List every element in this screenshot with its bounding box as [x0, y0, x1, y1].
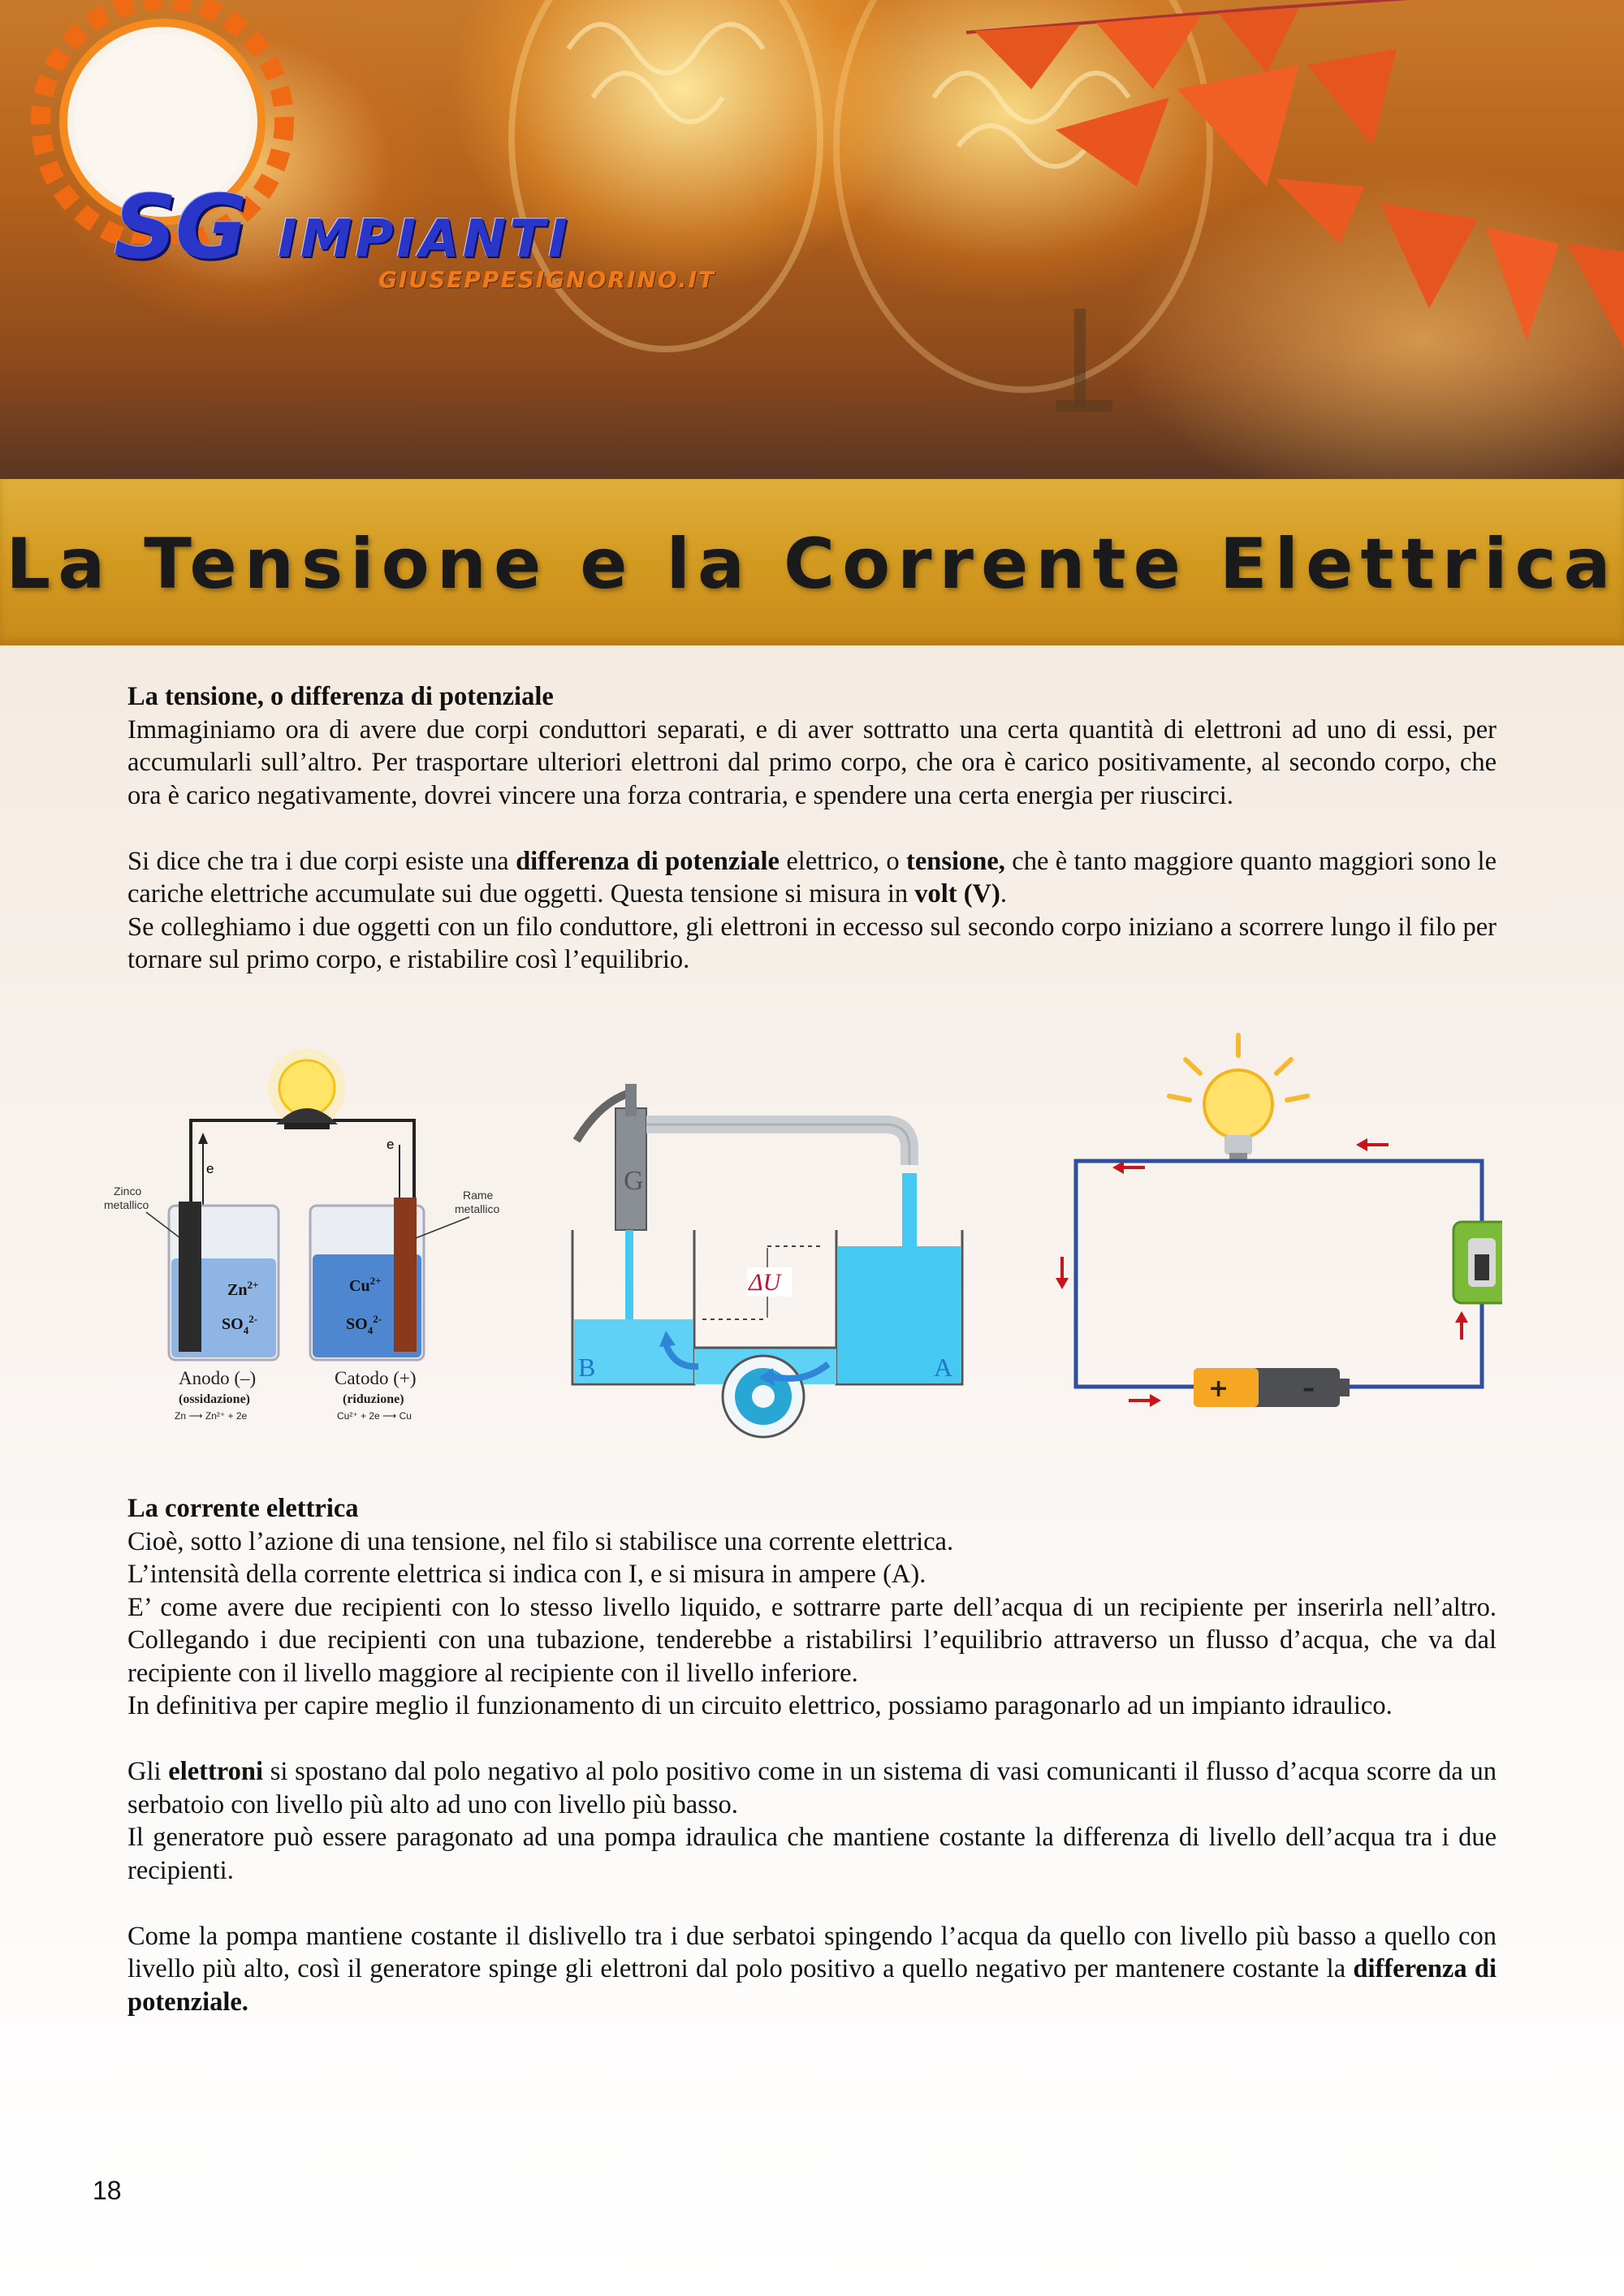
svg-text:e: e — [206, 1161, 214, 1176]
section-title-tensione: La tensione, o differenza di potenziale — [127, 682, 554, 711]
svg-text:+: + — [1208, 1375, 1229, 1403]
paragraph-7: Come la pompa mantiene costante il dislivello tra i due serbatoi spingendo l’acqua da quello con livello più basso a quello con livello più alto, così il generatore spinge gli elettroni dal polo positivo a quello negativo per mantenere costante la differenza di potenziale. — [127, 1921, 1497, 2017]
svg-text:A: A — [934, 1353, 953, 1382]
electric-circuit-diagram — [1047, 1031, 1502, 1417]
svg-text:ΔU: ΔU — [749, 1269, 781, 1296]
line-2: L’intensità della corrente elettrica si indica con I, e si misura in ampere (A). — [127, 1560, 926, 1589]
left-beaker — [169, 1202, 279, 1360]
svg-text:SO42-: $SO_4^{2-}$ — [346, 1313, 382, 1336]
svg-text:e: e — [387, 1137, 395, 1152]
svg-text:SO42-: $SO_4^{2-}$ — [222, 1313, 258, 1336]
section-corrente — [127, 1492, 1497, 2018]
svg-text:B: B — [578, 1353, 596, 1382]
page-title: La Tensione e la Corrente Elettrica — [6, 524, 1618, 605]
svg-text:(ossidazione): (ossidazione) — [179, 1392, 250, 1406]
svg-text:Rame: Rame — [463, 1189, 494, 1202]
paragraph-4: In definitiva per capire meglio il funzionamento di un circuito elettrico, possiamo paragonarlo ad un impianto idraulico. — [127, 1691, 1393, 1720]
section-title-corrente: La corrente elettrica — [127, 1494, 359, 1523]
page-number: 18 — [93, 2176, 122, 2205]
svg-text:(riduzione): (riduzione) — [343, 1392, 404, 1406]
paragraph-1: Immaginiamo ora di avere due corpi conduttori separati, e di aver sottratto una certa quantità di elettroni ad uno di essi, per accumularli sull’altro. Per trasportare ulteriori elettroni dal primo corpo, che ora è carico positivamente, al secondo corpo, che ora è carico negativamente, dovrei vincere una forza contraria, e spendere una certa energia per riuscirci. — [127, 714, 1497, 810]
svg-text:Cu2+: $Cu^{2+}$ — [349, 1275, 382, 1295]
svg-text:G: G — [624, 1166, 644, 1196]
paragraph-2: Si dice che tra i due corpi esiste una differenza di potenziale elettrico, o tensione, che è tanto maggiore quanto maggiori sono le cariche elettriche accumulate sui due oggetti. Questa tensione si misura in volt (V). — [127, 846, 1497, 908]
svg-text:Zn ⟶ Zn²⁺ + 2e: Zn ⟶ Zn²⁺ + 2e — [175, 1410, 248, 1422]
bunting-flags — [966, 0, 1624, 349]
section-tensione — [127, 680, 1497, 977]
logo-name: IMPIANTI — [278, 209, 571, 270]
paragraph-3: Se colleghiamo i due oggetti con un filo conduttore, gli elettroni in eccesso sul secondo corpo iniziano a scorrere lungo il filo per tornare sul primo corpo, e ristabilire così l’equilibrio. — [127, 912, 1497, 974]
paragraph-6: Il generatore può essere paragonato ad una pompa idraulica che mantiene costante la differenza di livello dell’acqua tra i due recipienti. — [127, 1823, 1497, 1885]
svg-text:Zn2+: $Zn^{2+}$ — [227, 1279, 259, 1299]
line-1: Cioè, sotto l’azione di una tensione, nel filo si stabilisce una corrente elettrica. — [127, 1526, 954, 1556]
water-analogy-diagram — [560, 1076, 983, 1441]
logo-website: GIUSEPPESIGNORINO.IT — [378, 266, 716, 293]
galvanic-cell-diagram — [97, 1043, 536, 1437]
logo-brand: SG — [114, 177, 246, 278]
svg-text:Zinco: Zinco — [114, 1185, 142, 1198]
svg-text:–: – — [1302, 1375, 1315, 1403]
svg-text:metallico: metallico — [455, 1202, 500, 1215]
svg-text:Catodo (+): Catodo (+) — [335, 1368, 417, 1388]
svg-text:metallico: metallico — [104, 1198, 149, 1211]
lightbulb-icon — [268, 1049, 346, 1129]
svg-text:Anodo (–): Anodo (–) — [179, 1368, 257, 1388]
battery-icon — [1194, 1368, 1350, 1407]
switch-icon — [1453, 1222, 1502, 1303]
svg-text:Cu²⁺ + 2e ⟶ Cu: Cu²⁺ + 2e ⟶ Cu — [337, 1410, 412, 1422]
lightbulb-icon — [1169, 1035, 1307, 1161]
paragraph-5: Gli elettroni si spostano dal polo negativo al polo positivo come in un sistema di vasi comunicanti il flusso d’acqua scorre da un serbatoio con livello più alto ad uno con livello più basso. — [127, 1757, 1497, 1819]
header-banner — [0, 0, 1624, 479]
paragraph-3: E’ come avere due recipienti con lo stesso livello liquido, e sottrarre parte dell’acqua di un recipiente per inserirla nell’altro. Collegando i due recipienti con una tubazione, tenderebbe a ristabilirsi l’equilibrio attraverso un flusso d’acqua, che va dal recipiente con il livello maggiore al recipiente con il livello inferiore. — [127, 1592, 1497, 1688]
